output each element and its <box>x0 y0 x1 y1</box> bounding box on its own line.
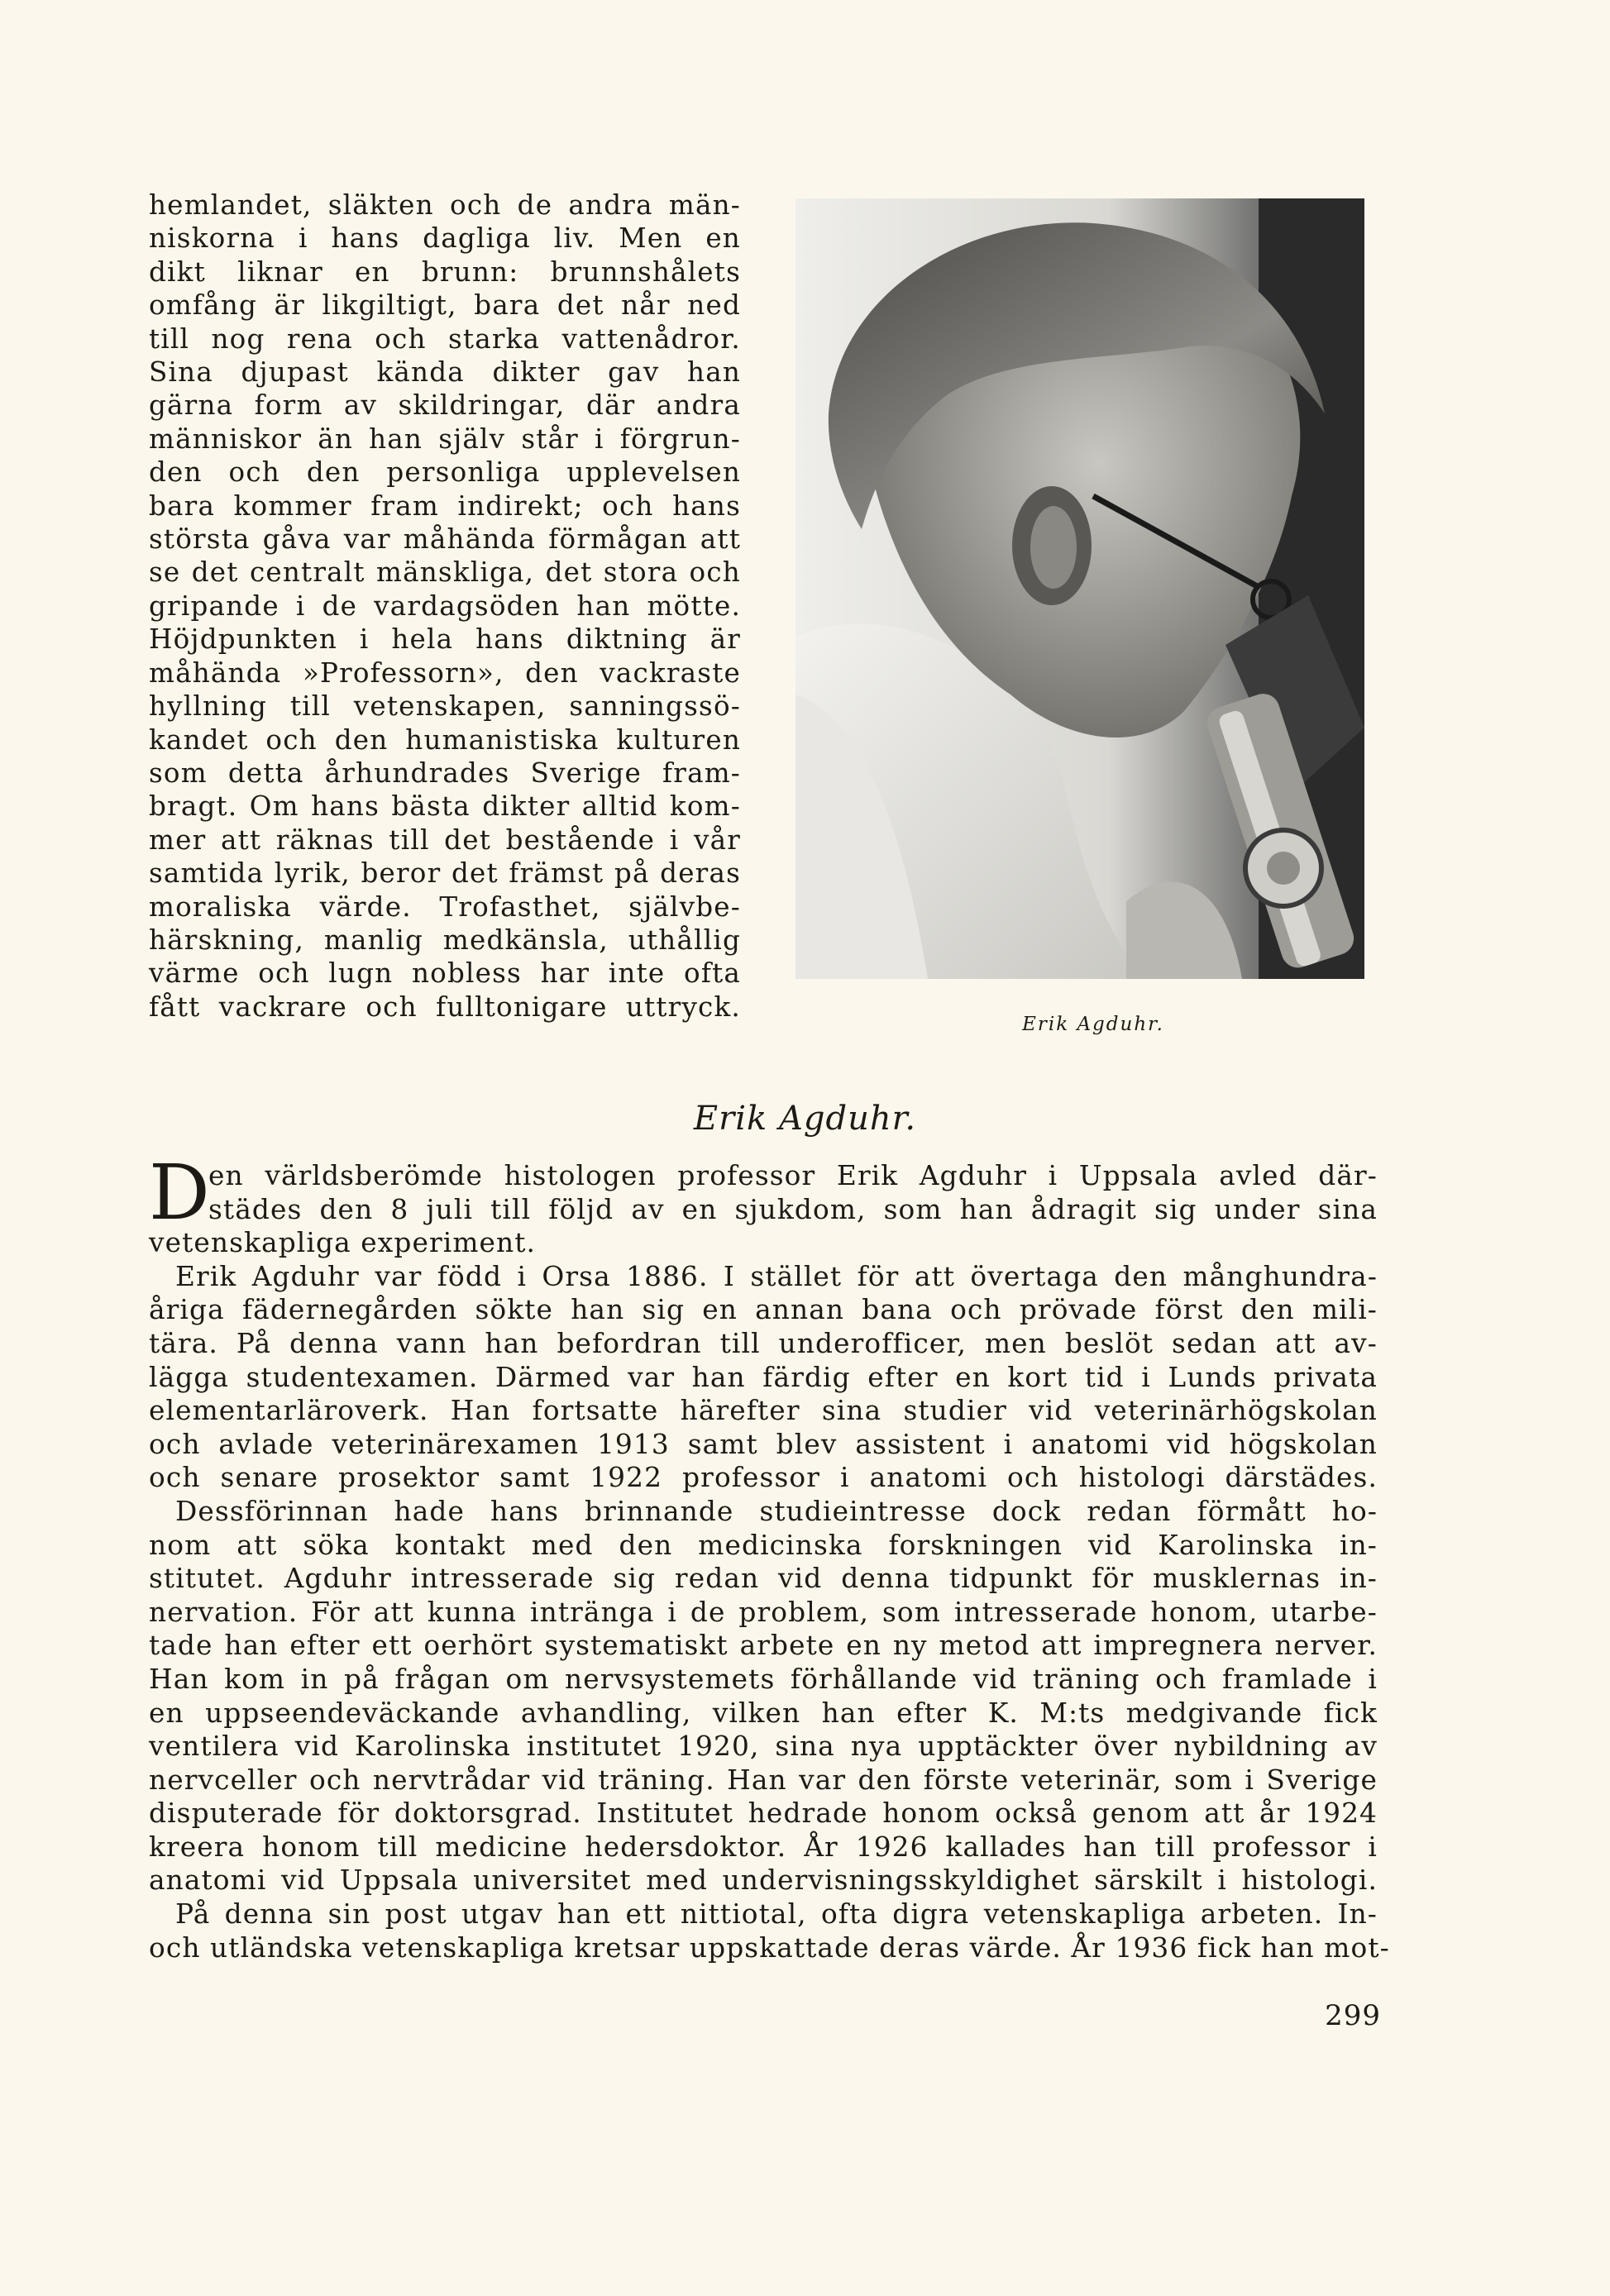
text-line: största gåva var måhända förmågan att <box>149 523 741 556</box>
text-line: moraliska värde. Trofasthet, självbe- <box>149 890 741 923</box>
text-line: fått vackrare och fulltonigare uttryck. <box>149 990 741 1023</box>
text-line: nom att söka kontakt med den medicinska forskningen vid Karolinska in- <box>149 1529 1378 1561</box>
text-line: hyllning till vetenskapen, sanningssö- <box>149 690 741 723</box>
text-line: den och den personliga upplevelsen <box>149 456 741 489</box>
text-line: nervation. För att kunna intränga i de problem, som intresserade honom, utarbe- <box>149 1596 1378 1628</box>
text-line: en uppseendeväckande avhandling, vilken han efter K. M:ts medgivande fick <box>149 1697 1378 1729</box>
text-line: se det centralt mänskliga, det stora och <box>149 556 741 589</box>
text-line: lägga studentexamen. Därmed var han färdig efter en kort tid i Lunds privata <box>149 1361 1378 1393</box>
text-line: niskorna i hans dagliga liv. Men en <box>149 222 741 255</box>
text-line: gärna form av skildringar, där andra <box>149 389 741 422</box>
text-line: härskning, manlig medkänsla, uthållig <box>149 924 741 956</box>
text-line: bara kommer fram indirekt; och hans <box>149 489 741 522</box>
text-line: hemlandet, släkten och de andra män- <box>149 189 741 221</box>
text-line: kreera honom till medicine hedersdoktor. År 1926 kallades han till professor i <box>149 1831 1378 1863</box>
text-line: anatomi vid Uppsala universitet med undervisningsskyldighet särskilt i histologi. <box>149 1864 1378 1897</box>
text-line: Sina djupast kända dikter gav han <box>149 356 741 389</box>
text-line: kandet och den humanistiska kulturen <box>149 723 741 756</box>
text-line: dikt liknar en brunn: brunnshålets <box>149 255 741 288</box>
text-line: mer att räknas till det bestående i vår <box>149 823 741 856</box>
text-line: nervceller och nervtrådar vid träning. Han var den förste veterinär, som i Sverige <box>149 1764 1378 1796</box>
text-line: Erik Agduhr var född i Orsa 1886. I stället för att övertaga den månghundra- <box>175 1260 1378 1292</box>
text-line: disputerade för doktorsgrad. Institutet hedrade honom också genom att år 1924 <box>149 1797 1378 1830</box>
page-number: 299 <box>1325 1999 1381 2032</box>
text-line: ventilera vid Karolinska institutet 1920, sina nya upptäckter över nybildning av <box>149 1730 1378 1763</box>
text-line: stitutet. Agduhr intresserade sig redan vid denna tidpunkt för musklernas in- <box>149 1563 1378 1595</box>
text-line: omfång är likgiltigt, bara det når ned <box>149 289 741 322</box>
portrait-photo <box>795 198 1364 979</box>
text-line: som detta århundrades Sverige fram- <box>149 757 741 789</box>
text-line: städes den 8 juli till följd av en sjukdom, som han ådragit sig under sina <box>208 1193 1378 1225</box>
text-line: Han kom in på frågan om nervsystemets förhållande vid träning och framlade i <box>149 1663 1378 1695</box>
text-line: och senare prosektor samt 1922 professor i anatomi och histologi därstädes. <box>149 1462 1378 1494</box>
text-line: bragt. Om hans bästa dikter alltid kom- <box>149 790 741 823</box>
text-line: På denna sin post utgav han ett nittiotal, ofta digra vetenskapliga arbeten. In- <box>175 1898 1378 1931</box>
text-line: samtida lyrik, beror det främst på deras <box>149 857 741 890</box>
photo-caption: Erik Agduhr. <box>1022 1014 1164 1035</box>
text-line: elementarläroverk. Han fortsatte härefter sina studier vid veterinärhögskolan <box>149 1395 1378 1427</box>
text-line: människor än han själv står i förgrun- <box>149 422 741 455</box>
text-line: Höjdpunkten i hela hans diktning är <box>149 623 741 656</box>
text-line: Dessförinnan hade hans brinnande studieintresse dock redan förmått ho- <box>175 1495 1378 1527</box>
text-line: och utländska vetenskapliga kretsar uppskattade deras värde. År 1936 fick han mot- <box>149 1931 1390 1964</box>
text-line: gripande i de vardagsöden han mötte. <box>149 590 741 622</box>
text-line: värme och lugn nobless har inte ofta <box>149 957 741 990</box>
text-line: tära. På denna vann han befordran till underofficer, men beslöt sedan att av- <box>149 1327 1378 1359</box>
text-line: och avlade veterinärexamen 1913 samt blev assistent i anatomi vid högskolan <box>149 1428 1378 1460</box>
portrait-illustration <box>795 198 1364 979</box>
text-line-content: en världsberömde histologen professor Erik Agduhr i Uppsala avled där- <box>208 1160 1378 1191</box>
text-line: tade han efter ett oerhört systematiskt arbete en ny metod att impregnera nerver. <box>149 1630 1378 1662</box>
text-line: åriga fädernegården sökte han sig en annan bana och prövade först den mili- <box>149 1294 1378 1326</box>
left-column-text <box>149 189 741 1024</box>
article-body <box>149 1148 1390 1964</box>
text-line: till nog rena och starka vattenådror. <box>149 322 741 355</box>
text-line: vetenskapliga experiment. <box>149 1227 537 1259</box>
text-line: måhända »Professorn», den vackraste <box>149 656 741 689</box>
article-title: Erik Agduhr. <box>693 1100 917 1138</box>
drop-cap: D <box>149 1148 211 1237</box>
